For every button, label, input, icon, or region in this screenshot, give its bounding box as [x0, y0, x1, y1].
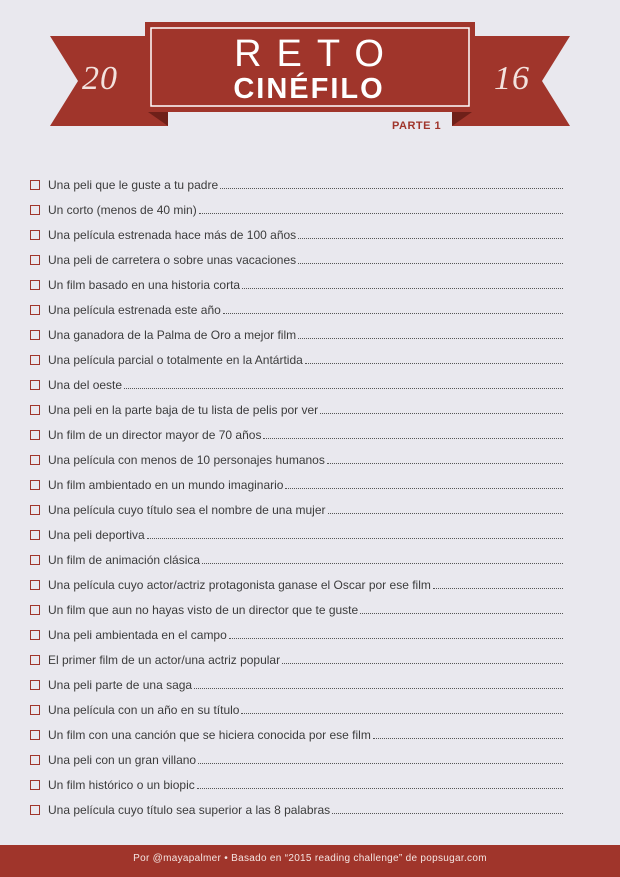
subtitle-parte: PARTE 1 — [392, 120, 442, 132]
checklist-item-label: El primer film de un actor/una actriz popular — [48, 653, 281, 667]
checklist-item — [30, 767, 563, 792]
checklist-item — [30, 167, 563, 192]
dotted-leader — [241, 712, 563, 714]
checkbox[interactable] — [30, 780, 40, 790]
checklist-item — [30, 317, 563, 342]
checkbox[interactable] — [30, 430, 40, 440]
dotted-leader — [360, 612, 563, 614]
checklist-item-label: Una peli con un gran villano — [48, 753, 197, 767]
checkbox[interactable] — [30, 605, 40, 615]
checklist-item-label: Un film ambientado en un mundo imaginario — [48, 478, 284, 492]
checklist-item-label: Una peli en la parte baja de tu lista de pelis por ver — [48, 403, 319, 417]
checkbox[interactable] — [30, 705, 40, 715]
checkbox[interactable] — [30, 805, 40, 815]
checklist-item — [30, 692, 563, 717]
checklist-item — [30, 542, 563, 567]
footer-credits: Por @mayapalmer • Basado en “2015 reading challenge” de popsugar.com — [0, 845, 620, 877]
checkbox[interactable] — [30, 230, 40, 240]
checkbox[interactable] — [30, 530, 40, 540]
checklist-item — [30, 717, 563, 742]
dotted-leader — [298, 262, 563, 264]
checkbox[interactable] — [30, 305, 40, 315]
checklist-item-label: Una peli ambientada en el campo — [48, 628, 227, 642]
checklist-item — [30, 492, 563, 517]
checklist-item-label: Un film que aun no hayas visto de un director que te guste — [48, 603, 359, 617]
checklist-item-label: Una del oeste — [48, 378, 123, 392]
dotted-leader — [220, 187, 563, 189]
checklist-item-label: Una película cuyo título sea el nombre de una mujer — [48, 503, 326, 517]
dotted-leader — [263, 437, 563, 439]
checkbox[interactable] — [30, 180, 40, 190]
checklist-item — [30, 242, 563, 267]
dotted-leader — [327, 462, 563, 464]
dotted-leader — [305, 362, 563, 364]
dotted-leader — [202, 562, 563, 564]
checklist-item-label: Una peli parte de una saga — [48, 678, 193, 692]
checklist-item — [30, 442, 563, 467]
checkbox[interactable] — [30, 680, 40, 690]
checklist-item-label: Una peli de carretera o sobre unas vacaciones — [48, 253, 297, 267]
checklist-item — [30, 417, 563, 442]
checklist-item — [30, 517, 563, 542]
checklist-item-label: Una peli deportiva — [48, 528, 145, 542]
checkbox[interactable] — [30, 630, 40, 640]
checklist-item-label: Una película con un año en su título — [48, 703, 240, 717]
checklist-item-label: Una película estrenada hace más de 100 años — [48, 228, 297, 242]
checkbox[interactable] — [30, 480, 40, 490]
dotted-leader — [298, 337, 563, 339]
dotted-leader — [229, 637, 563, 639]
checklist-item — [30, 642, 563, 667]
checklist-item-label: Una película estrenada este año — [48, 303, 221, 317]
checklist-item — [30, 392, 563, 417]
checkbox[interactable] — [30, 505, 40, 515]
dotted-leader — [373, 737, 563, 739]
checklist-item — [30, 292, 563, 317]
year-left: 20 — [82, 60, 118, 97]
checklist-item — [30, 342, 563, 367]
checklist-item — [30, 192, 563, 217]
checkbox[interactable] — [30, 730, 40, 740]
year-right: 16 — [494, 60, 530, 97]
dotted-leader — [285, 487, 563, 489]
checklist-item-label: Una película con menos de 10 personajes humanos — [48, 453, 325, 467]
dotted-leader — [197, 787, 563, 789]
checkbox[interactable] — [30, 580, 40, 590]
checkbox[interactable] — [30, 330, 40, 340]
checklist-item-label: Una película cuyo actor/actriz protagonista ganase el Oscar por ese film — [48, 578, 431, 592]
checklist-item-label: Una peli que le guste a tu padre — [48, 178, 219, 192]
challenge-checklist — [30, 167, 563, 817]
checklist-item — [30, 217, 563, 242]
title-reto: RETO — [234, 33, 399, 75]
checklist-item-label: Un film basado en una historia corta — [48, 278, 241, 292]
checklist-item-label: Una película cuyo título sea superior a las 8 palabras — [48, 803, 331, 817]
title-cinefilo: CINÉFILO — [233, 73, 385, 105]
checklist-item — [30, 367, 563, 392]
dotted-leader — [282, 662, 563, 664]
checklist-item — [30, 742, 563, 767]
checklist-item — [30, 617, 563, 642]
checkbox[interactable] — [30, 555, 40, 565]
checklist-item-label: Una ganadora de la Palma de Oro a mejor film — [48, 328, 297, 342]
dotted-leader — [433, 587, 563, 589]
checkbox[interactable] — [30, 205, 40, 215]
checkbox[interactable] — [30, 255, 40, 265]
checklist-item-label: Un film de un director mayor de 70 años — [48, 428, 262, 442]
checkbox[interactable] — [30, 380, 40, 390]
checklist-item-label: Una película parcial o totalmente en la Antártida — [48, 353, 303, 367]
checklist-item-label: Un corto (menos de 40 min) — [48, 203, 197, 217]
checkbox[interactable] — [30, 280, 40, 290]
dotted-leader — [298, 237, 563, 239]
dotted-leader — [199, 212, 563, 214]
checklist-item — [30, 592, 563, 617]
dotted-leader — [242, 287, 563, 289]
checklist-item — [30, 267, 563, 292]
checklist-item — [30, 667, 563, 692]
dotted-leader — [124, 387, 563, 389]
checklist-item-label: Un film de animación clásica — [48, 553, 201, 567]
checkbox[interactable] — [30, 655, 40, 665]
dotted-leader — [198, 762, 563, 764]
checklist-item — [30, 792, 563, 817]
dotted-leader — [328, 512, 564, 514]
checklist-item-label: Un film histórico o un biopic — [48, 778, 195, 792]
checklist-item-label: Un film con una canción que se hiciera conocida por ese film — [48, 728, 371, 742]
dotted-leader — [223, 312, 563, 314]
checklist-item — [30, 567, 563, 592]
checkbox[interactable] — [30, 355, 40, 365]
dotted-leader — [147, 537, 563, 539]
checkbox[interactable] — [30, 405, 40, 415]
dotted-leader — [194, 687, 563, 689]
dotted-leader — [332, 812, 563, 814]
checkbox[interactable] — [30, 755, 40, 765]
dotted-leader — [320, 412, 563, 414]
checklist-item — [30, 467, 563, 492]
checkbox[interactable] — [30, 455, 40, 465]
